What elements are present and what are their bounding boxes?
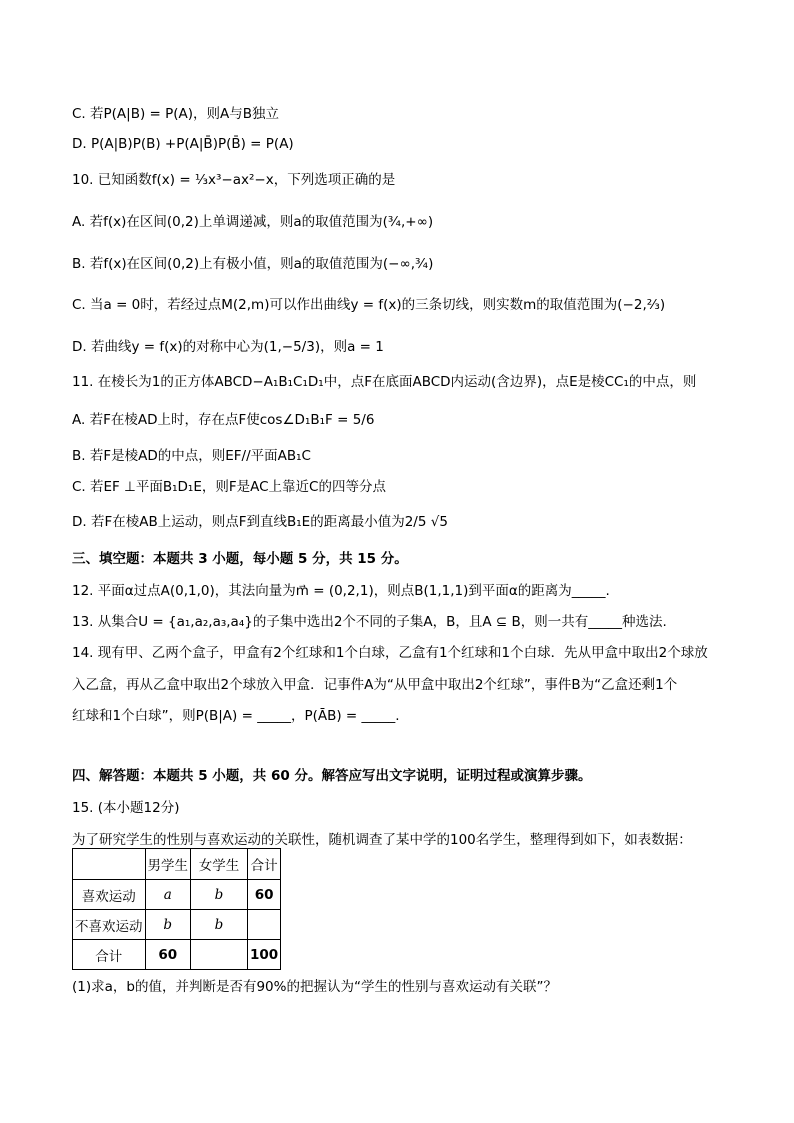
table-cell: b <box>191 880 248 910</box>
table-header-row <box>73 849 281 880</box>
table-cell <box>191 940 248 970</box>
q11-stem: 11. 在棱长为1的正方体ABCD−A₁B₁C₁D₁中，点F在底面ABCD内运动(含边界)，点E是棱CC₁的中点，则 <box>72 374 697 390</box>
table-row <box>73 910 281 940</box>
q12: 12. 平面α过点A(0,1,0)，其法向量为m⃗ = (0,2,1)，则点B(1,1,1)到平面α的距离为_____. <box>72 583 610 599</box>
q14-line-1: 14. 现有甲、乙两个盒子，甲盒有2个红球和1个白球，乙盒有1个红球和1个白球．先从甲盒中取出2个球放 <box>72 645 708 661</box>
survey-table <box>72 848 281 970</box>
q11-option-c: C. 若EF ⊥平面B₁D₁E，则F是AC上靠近C的四等分点 <box>72 479 386 495</box>
q10-option-d: D. 若曲线y = f(x)的对称中心为(1,−5/3)，则a = 1 <box>72 339 384 355</box>
table-row <box>73 880 281 910</box>
q14-line-3: 红球和1个白球”，则P(B|A) = _____，P(ĀB) = _____. <box>72 708 400 724</box>
q11-option-a: A. 若F在棱AD上时，存在点F使cos∠D₁B₁F = 5/6 <box>72 412 375 428</box>
section-4-heading: 四、解答题：本题共 5 小题，共 60 分。解答应写出文字说明，证明过程或演算步骤。 <box>72 768 592 784</box>
q10-option-b: B. 若f(x)在区间(0,2)上有极小值，则a的取值范围为(−∞,¾) <box>72 256 434 272</box>
q14-line-2: 入乙盒，再从乙盒中取出2个球放入甲盒．记事件A为“从甲盒中取出2个红球”，事件B为“乙盒还剩1个 <box>72 677 678 693</box>
table-cell: 100 <box>248 940 281 970</box>
q10-option-c: C. 当a = 0时，若经过点M(2,m)可以作出曲线y = f(x)的三条切线，则实数m的取值范围为(−2,⅔) <box>72 297 666 313</box>
q10-stem: 10. 已知函数f(x) = ⅓x³−ax²−x，下列选项正确的是 <box>72 172 396 188</box>
q15-intro: 为了研究学生的性别与喜欢运动的关联性，随机调查了某中学的100名学生，整理得到如下，如表数据： <box>72 832 692 848</box>
q10-option-a: A. 若f(x)在区间(0,2)上单调递减，则a的取值范围为(¾,+∞) <box>72 214 434 230</box>
table-row <box>73 940 281 970</box>
q11-option-d: D. 若F在棱AB上运动，则点F到直线B₁E的距离最小值为2/5 √5 <box>72 514 448 530</box>
table-header-cell: 女学生 <box>191 849 248 880</box>
table-row-label: 喜欢运动 <box>73 880 146 910</box>
table-cell: 60 <box>248 880 281 910</box>
table-cell: b <box>145 910 191 940</box>
section-3-heading: 三、填空题：本题共 3 小题，每小题 5 分，共 15 分。 <box>72 551 408 567</box>
q15-title: 15. (本小题12分) <box>72 800 180 816</box>
table-cell <box>73 849 146 880</box>
table-cell: 60 <box>145 940 191 970</box>
table-header-cell: 合计 <box>248 849 281 880</box>
table-row-label: 合计 <box>73 940 146 970</box>
q15-part-1: (1)求a，b的值，并判断是否有90%的把握认为“学生的性别与喜欢运动有关联”？ <box>72 979 557 995</box>
table-cell: a <box>145 880 191 910</box>
table-row-label: 不喜欢运动 <box>73 910 146 940</box>
table-header-cell: 男学生 <box>145 849 191 880</box>
q9-option-c: C. 若P(A|B) = P(A)，则A与B独立 <box>72 106 280 122</box>
q13: 13. 从集合U = {a₁,a₂,a₃,a₄}的子集中选出2个不同的子集A，B，且A ⊆ B，则一共有_____种选法. <box>72 614 667 630</box>
table-cell: b <box>191 910 248 940</box>
q11-option-b: B. 若F是棱AD的中点，则EF//平面AB₁C <box>72 448 311 464</box>
q9-option-d: D. P(A|B)P(B) +P(A|B̄)P(B̄) = P(A) <box>72 136 294 152</box>
table-cell <box>248 910 281 940</box>
